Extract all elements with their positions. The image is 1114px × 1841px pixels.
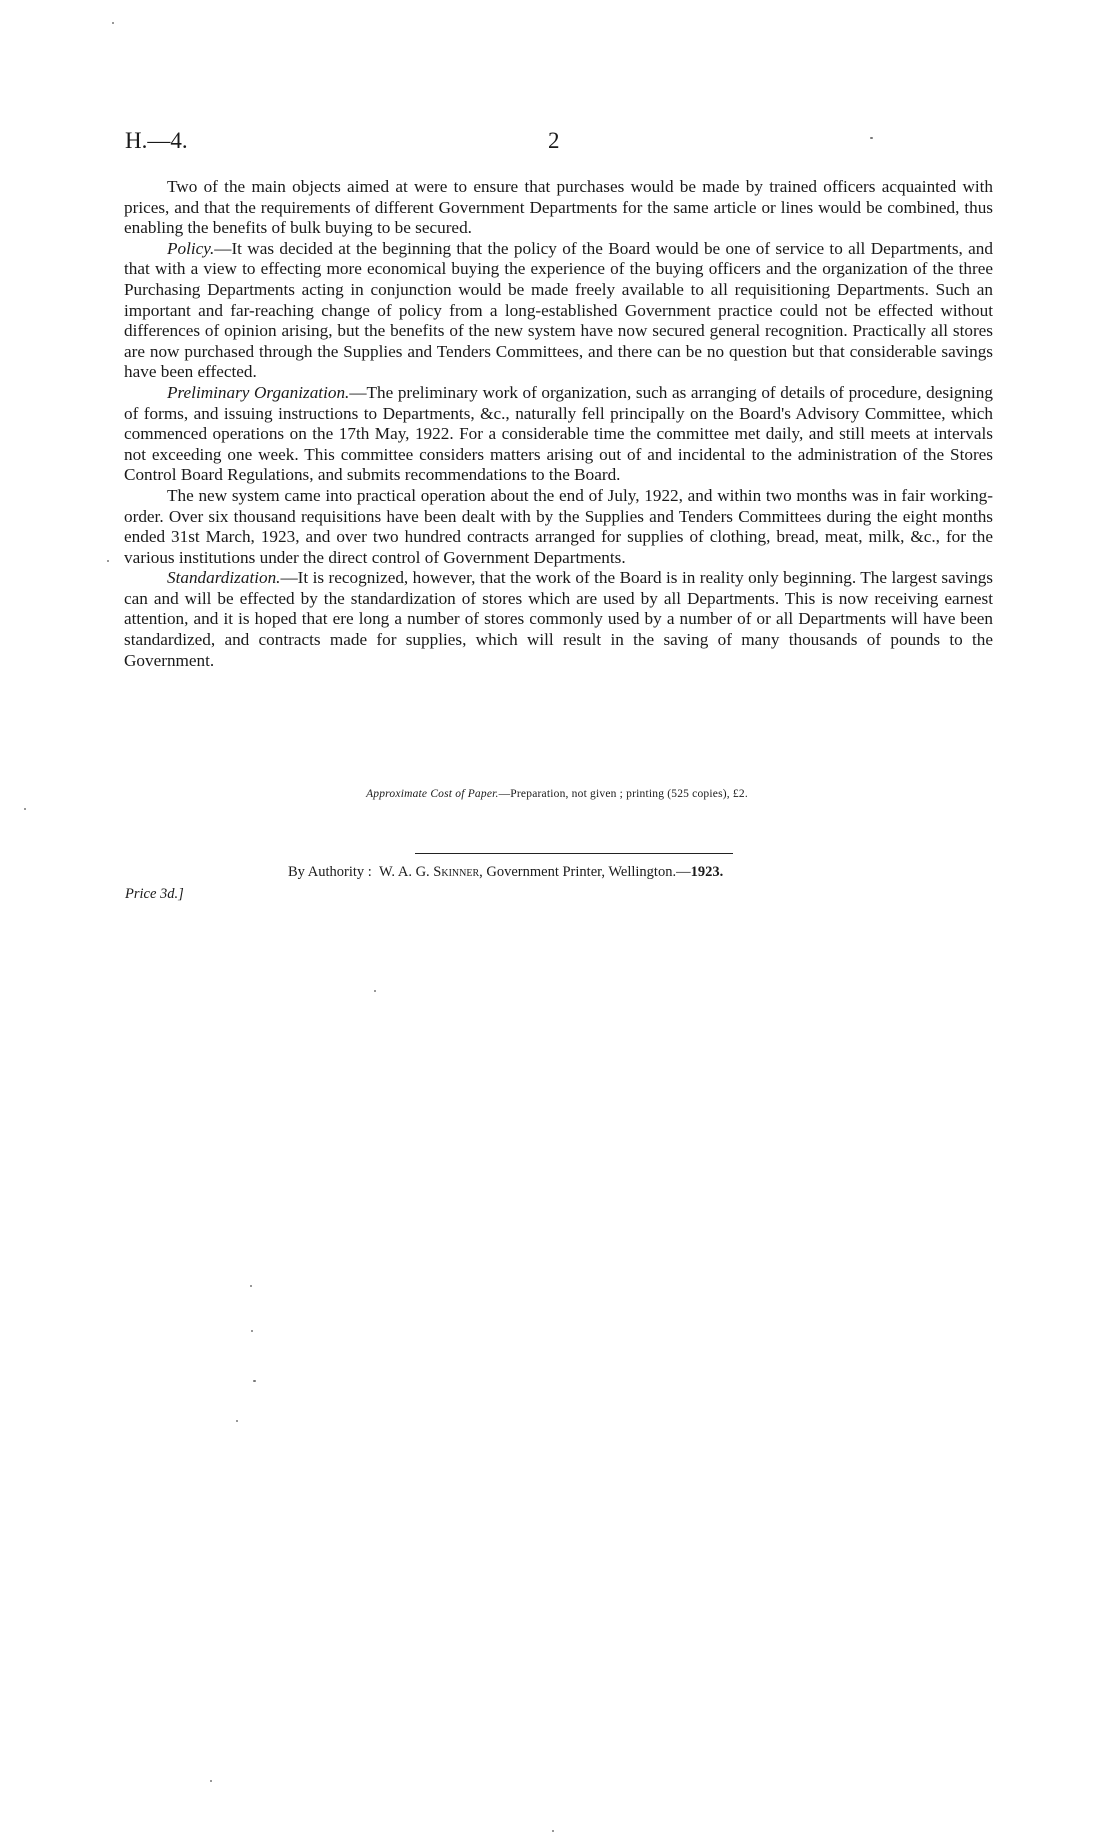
run-in-heading: Policy. [167,238,215,258]
paragraph-text: —It was decided at the beginning that the policy of the Board would be one of service to all Departments, and that with a view to effecting more economical buying the experience of the buying officers and the organization of the three Purchasing Departments acting in conjunction would be made freely available to all requisitioning Departments. Such an important and far-reaching change of policy from a long-established Government practice could not be effected without differences of opinion arising, but the benefits of the new system have now secured general recognition. Practically all stores are now purchased through the Supplies and Tenders Committees, and there can be no question but that considerable savings have been effected. [124,238,993,382]
paragraph-text: The new system came into practical operation about the end of July, 1922, and within two months was in fair working-order. Over six thousand requisitions have been dealt with by the Supplies and Tenders Committees during the eight months ended 31st March, 1923, and over two hundred contracts arranged for supplies of clothing, bread, meat, milk, &c., for the various institutions under the direct control of Government Departments. [124,485,993,567]
parliamentary-paper-reference: H.—4. [125,128,188,153]
paragraph-new-system [124,486,993,568]
printer-imprint [288,864,723,881]
scan-speck [24,808,26,810]
page-header [125,128,865,162]
scan-speck [250,1285,252,1287]
scan-speck [253,1380,256,1382]
paragraph-objects [124,177,993,239]
printer-name: W. A. G. Skinner, [379,864,483,880]
cost-of-paper-note [0,788,1114,800]
imprint-rule [415,853,733,854]
scan-speck [251,1330,253,1332]
scan-speck [210,1780,212,1782]
imprint-year: 1923. [690,864,724,880]
imprint-rest: Government Printer, Wellington.— [486,864,691,880]
paragraph-text: —It is recognized, however, that the work of the Board is in reality only beginning. The largest savings can and will be effected by the standardization of stores which are used by all Departments. This is now receiving earnest attention, and it is hoped that ere long a number of stores commonly used by a number of or all Departments will have been standardized, and contracts made for supplies, which will result in the saving of many thousands of pounds to the Government. [124,568,993,670]
imprint-prefix: By Authority : [288,864,372,880]
scan-speck [374,990,376,992]
scan-speck [552,1830,554,1832]
run-in-heading: Preliminary Organization. [167,382,350,402]
price-note: Price 3d.] [125,886,184,902]
cost-note-text: —Preparation, not given ; printing (525 copies), £2. [498,788,748,800]
body-text [124,177,993,671]
scan-speck [870,137,873,139]
paragraph-standardization [124,568,993,671]
paragraph-text: Two of the main objects aimed at were to ensure that purchases would be made by trained officers acquainted with prices, and that the requirements of different Government Departments for the same article or lines would be combined, thus enabling the benefits of bulk buying to be secured. [124,177,993,238]
paragraph-text: —The preliminary work of organization, such as arranging of details of procedure, designing of forms, and issuing instructions to Departments, &c., naturally fell principally on the Board's Advisory Committee, which commenced operations on the 17th May, 1922. For a considerable time the committee met daily, and still meets at intervals not exceeding one week. This committee considers matters arising out of and incidental to the administration of the Stores Control Board Regulations, and submits recommendations to the Board. [124,382,993,485]
page-number: 2 [548,128,560,153]
scan-speck [107,560,109,562]
paragraph-policy [124,239,993,383]
scan-speck [236,1420,238,1422]
run-in-heading: Standardization. [167,568,281,588]
cost-note-lead: Approximate Cost of Paper. [366,788,499,800]
paragraph-preliminary-organization [124,383,993,486]
scan-speck [112,22,114,24]
